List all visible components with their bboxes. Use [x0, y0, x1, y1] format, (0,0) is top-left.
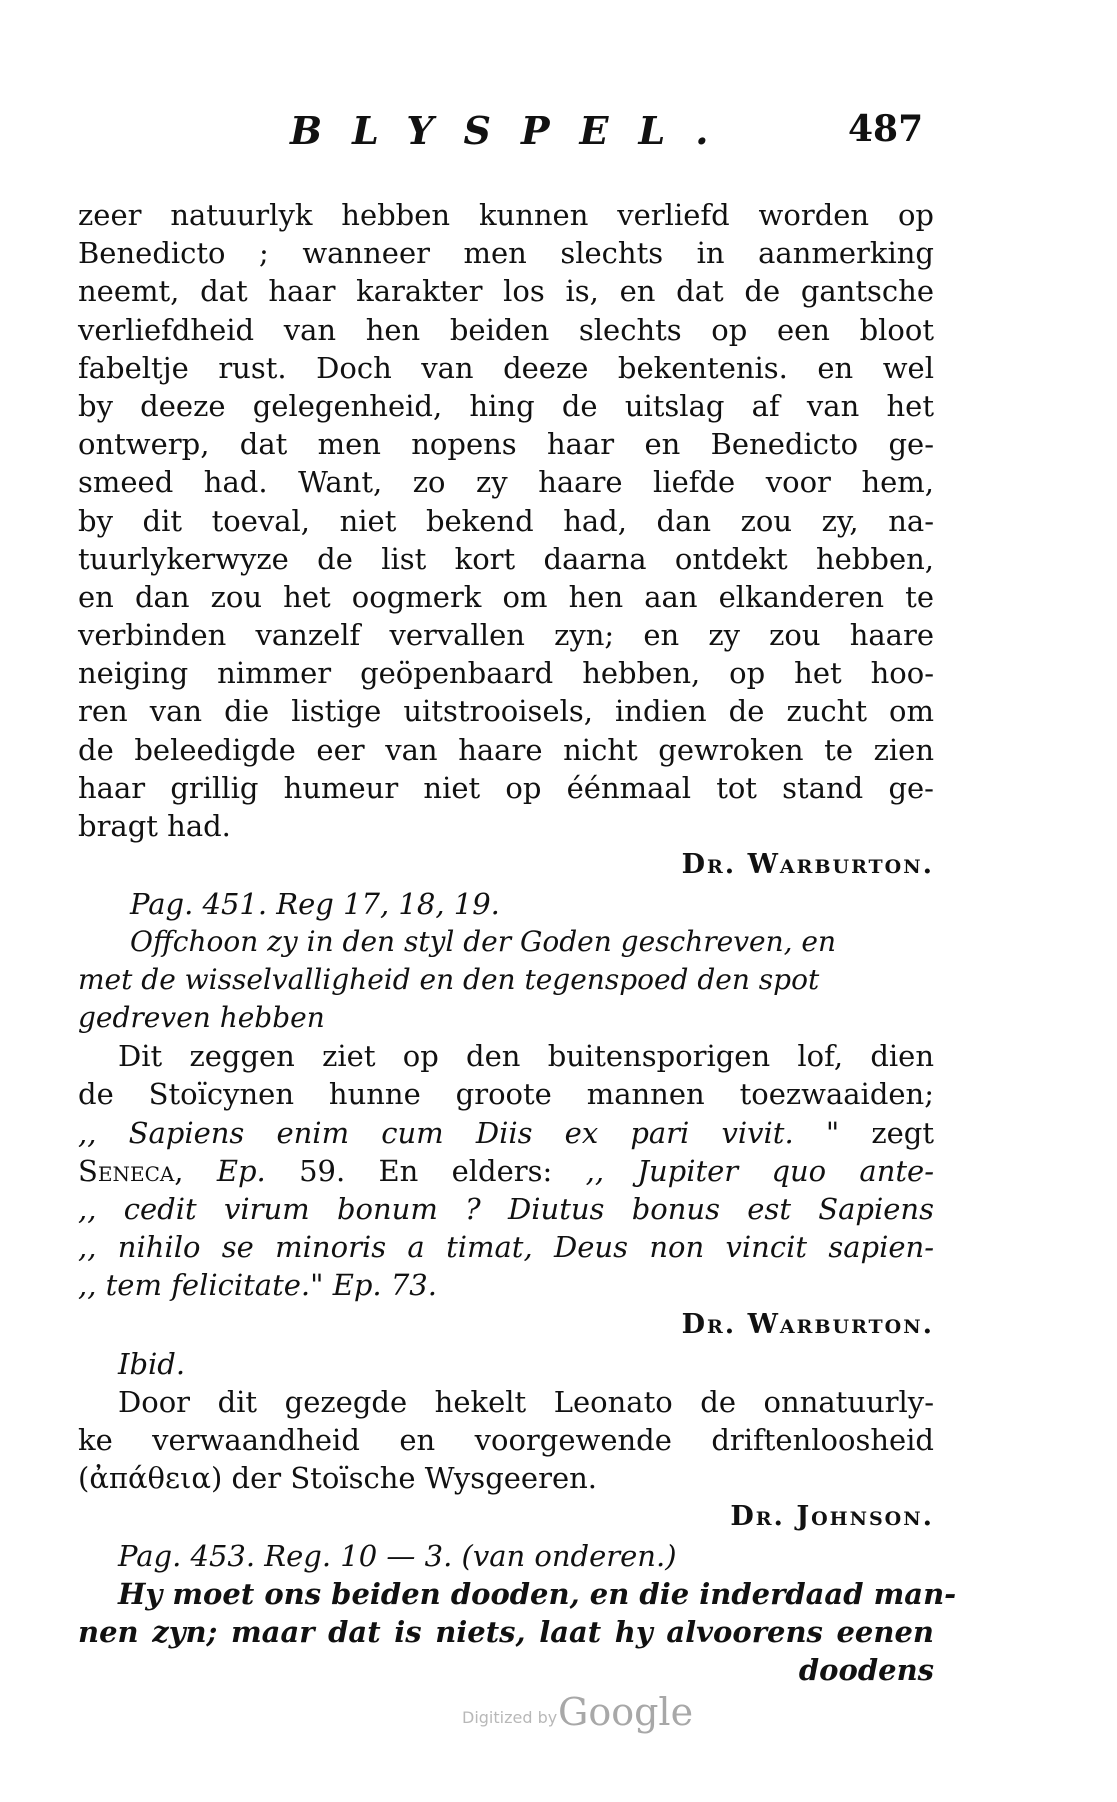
signature-warburton-1: Dr. Warburton. [681, 849, 934, 881]
text-line: verbinden vanzelf vervallen zyn; en zy zou haare [78, 618, 934, 653]
text-line: smeed had. Want, zo zy haare liefde voor hem, [78, 465, 934, 500]
page-number: 487 [848, 108, 924, 150]
text-line: ke verwaandheid en voorgewende driftenloosheid [78, 1422, 934, 1457]
paragraph-1 [78, 196, 934, 845]
page-ref: Pag. 453. [118, 1539, 256, 1574]
quote-line: Offchoon zy in den styl der Goden geschreven, en [130, 925, 837, 959]
text-line [78, 1114, 934, 1152]
quote-1 [78, 923, 934, 1037]
latin-quote: ,, tem felicitate." [78, 1268, 324, 1303]
latin-quote: ,, Jupiter quo ante- [585, 1153, 935, 1188]
page-header [0, 108, 1117, 158]
text-line: by deeze gelegenheid, hing de uitslag af van het [78, 388, 934, 423]
line-ref: Reg. 10 — 3. [264, 1539, 453, 1574]
signature-johnson: Dr. Johnson. [730, 1501, 934, 1533]
quote-line: gedreven hebben [78, 1001, 325, 1035]
text-line: Hy moet ons beiden dooden, en die inderdaad man- [118, 1577, 957, 1612]
text-line: ,, cedit virum bonum ? Diutus bonus est Sapiens [78, 1191, 934, 1226]
text-line: by dit toeval, niet bekend had, dan zou zy, na- [78, 503, 934, 538]
text-line: zeer natuurlyk hebben kunnen verliefd worden op [78, 198, 934, 232]
quote-line: met de wisselvalligheid en den tegenspoed den spot [78, 963, 820, 997]
text-line: en dan zou het oogmerk om hen aan elkanderen te [78, 579, 934, 614]
page-ref: Pag. 451. [130, 887, 268, 922]
text-line: Dit zeggen ziet op den buitensporigen lof, dien [118, 1039, 934, 1074]
text-line: ontwerp, dat men nopens haar en Benedicto ge- [78, 427, 934, 462]
page-body [78, 196, 957, 1690]
reference-pag-453 [78, 1537, 934, 1575]
reference-pag-451 [78, 885, 934, 923]
running-head: BLYSPEL. [290, 108, 739, 153]
epistle-ref: Ep. 73. [332, 1268, 437, 1303]
epistle-ref: 59. En elders: [299, 1153, 553, 1188]
text-line: (ἀπάθεια) der Stoïsche Wysgeeren. [78, 1460, 597, 1495]
catchword [78, 1651, 934, 1689]
ref-note: (van onderen.) [461, 1539, 677, 1574]
text-line [78, 1152, 934, 1190]
signature-warburton-2: Dr. Warburton. [681, 1308, 934, 1340]
text-line: ren van die listige uitstrooisels, indien de zucht om [78, 694, 934, 729]
ibid [78, 1345, 934, 1383]
epistle-label: Ep. [216, 1153, 266, 1188]
text-line: fabeltje rust. Doch van deeze bekentenis. en wel [78, 350, 934, 385]
text-line: neiging nimmer geöpenbaard hebben, op het hoo- [78, 656, 934, 691]
paragraph-2 [78, 1037, 934, 1113]
text-line: Benedicto ; wanneer men slechts in aanmerking [78, 236, 934, 271]
latin-after: zegt [871, 1115, 935, 1150]
text-line [78, 1266, 934, 1304]
latin-quote: ,, Sapiens enim cum Diis ex pari vivit. " [78, 1115, 840, 1150]
text-line: haar grillig humeur niet op éénmaal tot stand ge- [78, 770, 934, 805]
digitized-by-label: Digitized by [462, 1708, 558, 1727]
ibid-label: Ibid. [118, 1346, 186, 1381]
quote-2 [78, 1575, 957, 1651]
text-line: verliefdheid van hen beiden slechts op een bloot [78, 312, 934, 347]
text-line: neemt, dat haar karakter los is, en dat de gantsche [78, 274, 934, 309]
text-line: Door dit gezegde hekelt Leonato de onnatuurly- [118, 1384, 934, 1419]
text-line: de Stoïcynen hunne groote mannen toezwaaiden; [78, 1077, 934, 1112]
google-logo: Google [558, 1690, 694, 1734]
text-line: tuurlykerwyze de list kort daarna ontdekt hebben, [78, 541, 934, 576]
text-line: nen zyn; maar dat is niets, laat hy alvoorens eenen [78, 1615, 934, 1650]
text-line: de beleedigde eer van haare nicht gewroken te zien [78, 732, 934, 767]
catchword-text: doodens [798, 1653, 934, 1688]
paragraph-3 [78, 1383, 934, 1498]
line-ref: Reg 17, 18, 19. [276, 887, 500, 922]
latin-quotation [78, 1114, 934, 1305]
author-seneca: Seneca, [78, 1153, 184, 1188]
text-line: ,, nihilo se minoris a timat, Deus non vincit sapien- [78, 1230, 934, 1265]
text-line: bragt had. [78, 809, 231, 843]
